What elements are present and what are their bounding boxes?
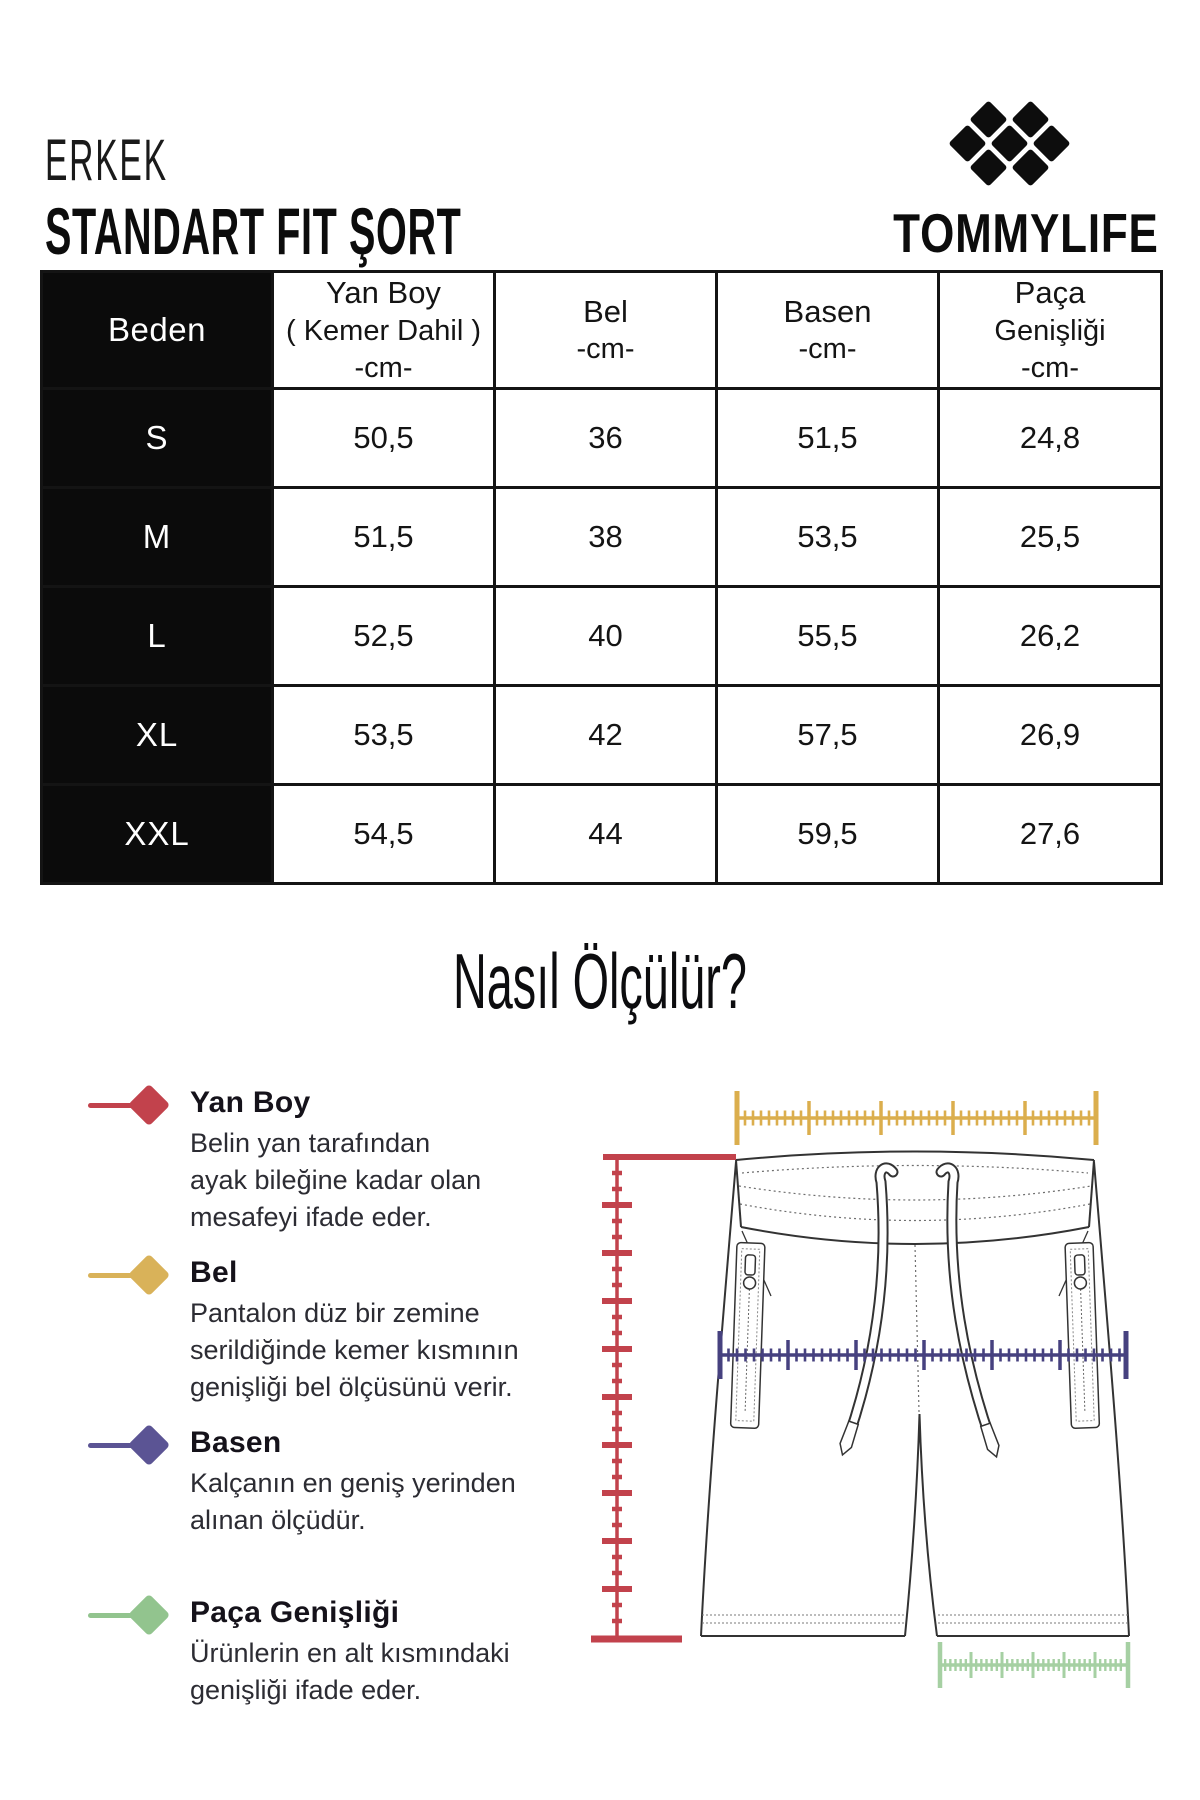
legend-item-basen (88, 1423, 516, 1539)
pocket-zipper-left-icon (731, 1243, 765, 1429)
description-line: Belin yan tarafından (190, 1128, 431, 1158)
paca-genisligi-marker-icon (88, 1593, 176, 1637)
description-line: genişliği ifade eder. (190, 1675, 422, 1705)
drawstring-right (941, 1168, 1002, 1459)
size-cell: XXL (42, 784, 273, 883)
value-cell: 40 (495, 586, 717, 685)
diamond-icon (128, 1254, 170, 1296)
header-line: ( Kemer Dahil ) (286, 314, 481, 347)
header-line: -cm- (798, 333, 857, 366)
legend-description (190, 1125, 481, 1236)
description-line: alınan ölçüdür. (190, 1505, 366, 1535)
brand-name-text: TOMMYLIFE (893, 202, 1159, 264)
value-cell: 24,8 (939, 388, 1162, 487)
size-table (40, 270, 1163, 885)
legend-item-paca-genisligi (88, 1593, 510, 1709)
size-cell: M (42, 487, 273, 586)
description-line: ayak bileğine kadar olan (190, 1165, 482, 1195)
value-cell: 53,5 (273, 685, 495, 784)
brand-diamond-logo-icon (940, 100, 1080, 192)
value-cell: 57,5 (717, 685, 939, 784)
legend-description (190, 1635, 510, 1709)
shorts-outline (701, 1152, 1129, 1637)
value-cell: 54,5 (273, 784, 495, 883)
legend-label: Bel (190, 1256, 238, 1289)
ruler-basen (720, 1331, 1126, 1379)
table-row-xl (42, 685, 1162, 784)
legend-item-bel (88, 1253, 519, 1406)
description-line: Ürünlerin en alt kısmındaki (190, 1638, 510, 1668)
header-line: Paça (1014, 275, 1086, 310)
description-line: mesafeyi ifade eder. (190, 1202, 432, 1232)
value-cell: 42 (495, 685, 717, 784)
diamond-icon (128, 1084, 170, 1126)
yan-boy-marker-icon (88, 1083, 176, 1127)
description-line: Pantalon düz bir zemine (190, 1298, 480, 1328)
value-cell: 25,5 (939, 487, 1162, 586)
measure-heading (0, 937, 1200, 1025)
value-cell: 50,5 (273, 388, 495, 487)
value-cell: 26,9 (939, 685, 1162, 784)
value-cell: 53,5 (717, 487, 939, 586)
header-line: Bel (583, 293, 628, 329)
value-cell: 51,5 (717, 388, 939, 487)
drawstring-left (837, 1168, 893, 1457)
bel-marker-icon (88, 1253, 176, 1297)
diamond-icon (128, 1594, 170, 1636)
product-title-text: STANDART FIT ŞORT (45, 194, 462, 268)
header-line: -cm- (1021, 351, 1079, 384)
legend-label: Paça Genişliği (190, 1596, 400, 1629)
header-line: Beden (108, 310, 206, 348)
table-header-paca-genisligi (939, 272, 1162, 389)
table-row-m (42, 487, 1162, 586)
ruler-paca-genisligi (940, 1642, 1128, 1688)
description-line: Kalçanın en geniş yerinden (190, 1468, 516, 1498)
basen-marker-icon (88, 1423, 176, 1467)
table-row-l (42, 586, 1162, 685)
shorts-measurement-diagram (560, 1080, 1160, 1720)
ruler-yan-boy (591, 1157, 736, 1639)
header-line: Yan Boy (326, 275, 441, 310)
brand-logo (860, 100, 1160, 264)
legend-item-yan-boy (88, 1083, 481, 1236)
brand-name (860, 202, 1160, 264)
value-cell: 52,5 (273, 586, 495, 685)
legend-label: Yan Boy (190, 1086, 311, 1119)
header-line: -cm- (354, 351, 413, 384)
value-cell: 44 (495, 784, 717, 883)
size-cell: XL (42, 685, 273, 784)
value-cell: 55,5 (717, 586, 939, 685)
value-cell: 38 (495, 487, 717, 586)
description-line: genişliği bel ölçüsünü verir. (190, 1372, 513, 1402)
header-line: Basen (783, 293, 872, 329)
size-table-header-row (42, 272, 1162, 389)
measure-heading-text: Nasıl Ölçülür? (453, 937, 747, 1025)
pocket-zipper-right-icon (1065, 1243, 1099, 1429)
legend-description (190, 1295, 519, 1406)
value-cell: 26,2 (939, 586, 1162, 685)
table-row-xxl (42, 784, 1162, 883)
value-cell: 51,5 (273, 487, 495, 586)
value-cell: 59,5 (717, 784, 939, 883)
size-cell: L (42, 586, 273, 685)
description-line: serildiğinde kemer kısmının (190, 1335, 519, 1365)
category-text: ERKEK (45, 128, 168, 193)
value-cell: 27,6 (939, 784, 1162, 883)
header-line: Genişliği (994, 314, 1106, 347)
table-row-s (42, 388, 1162, 487)
category-label (45, 128, 257, 193)
table-header-yan-boy (273, 272, 495, 389)
value-cell: 36 (495, 388, 717, 487)
legend-label: Basen (190, 1426, 282, 1459)
legend-description (190, 1465, 516, 1539)
table-header-beden (42, 272, 273, 389)
size-cell: S (42, 388, 273, 487)
header-line: -cm- (576, 333, 635, 366)
table-header-basen (717, 272, 939, 389)
table-header-bel (495, 272, 717, 389)
diamond-icon (128, 1424, 170, 1466)
page-title (45, 194, 739, 268)
ruler-bel (737, 1091, 1096, 1145)
